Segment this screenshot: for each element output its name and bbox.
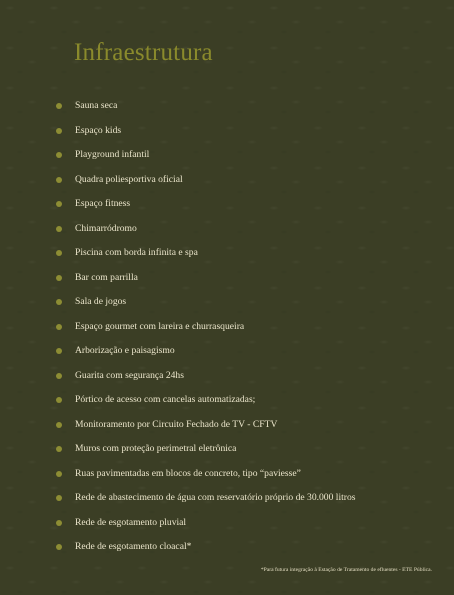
bullet-icon	[56, 152, 62, 158]
list-item-label: Espaço kids	[75, 124, 122, 136]
amenity-list	[56, 96, 436, 562]
list-item	[56, 439, 436, 464]
bullet-icon	[56, 471, 62, 477]
list-item-label: Rede de esgotamento pluvial	[75, 516, 187, 528]
footnote: *Para futura integração à Estação de Tratamento de efluentes - ETE Pública.	[260, 567, 432, 573]
bullet-icon	[56, 520, 62, 526]
list-item	[56, 268, 436, 293]
bullet-icon	[56, 275, 62, 281]
bullet-icon	[56, 373, 62, 379]
list-item	[56, 170, 436, 195]
list-item-label: Monitoramento por Circuito Fechado de TV - CFTV	[75, 418, 278, 430]
list-item	[56, 513, 436, 538]
list-item-label: Espaço fitness	[75, 198, 131, 209]
list-item	[56, 488, 436, 513]
list-item-label: Espaço gourmet com lareira e churrasqueira	[75, 320, 245, 332]
page-title: Infraestrutura	[74, 39, 213, 66]
list-item	[56, 390, 436, 415]
list-item	[56, 366, 436, 391]
list-item	[56, 537, 436, 562]
list-item-label: Rede de esgotamento cloacal*	[75, 541, 192, 552]
list-item	[56, 464, 436, 489]
bullet-icon	[56, 495, 62, 501]
list-item-label: Playground infantil	[75, 149, 150, 160]
bullet-icon	[56, 299, 62, 305]
list-item	[56, 341, 436, 366]
list-item	[56, 96, 436, 121]
list-item-label: Arborização e paisagismo	[75, 345, 175, 356]
bullet-icon	[56, 128, 62, 134]
bullet-icon	[56, 544, 62, 550]
bullet-icon	[56, 446, 62, 452]
list-item	[56, 194, 436, 219]
list-item	[56, 292, 436, 317]
list-item-label: Chimarródromo	[75, 222, 137, 234]
list-item-label: Piscina com borda infinita e spa	[75, 247, 198, 258]
list-item	[56, 317, 436, 342]
bullet-icon	[56, 250, 62, 256]
list-item-label: Pórtico de acesso com cancelas automatizadas;	[75, 394, 256, 405]
list-item-label: Sala de jogos	[75, 296, 127, 307]
list-item	[56, 121, 436, 146]
list-item	[56, 145, 436, 170]
bullet-icon	[56, 397, 62, 403]
list-item	[56, 243, 436, 268]
list-item-label: Rede de abastecimento de água com reservatório próprio de 30.000 litros	[75, 492, 356, 503]
list-item	[56, 415, 436, 440]
list-item-label: Quadra poliesportiva oficial	[75, 173, 183, 185]
list-item-label: Sauna seca	[75, 100, 118, 111]
bullet-icon	[56, 324, 62, 330]
bullet-icon	[56, 103, 62, 109]
list-item	[56, 219, 436, 244]
bullet-icon	[56, 226, 62, 232]
list-item-label: Ruas pavimentadas em blocos de concreto, tipo “paviesse”	[75, 467, 301, 479]
bullet-icon	[56, 177, 62, 183]
bullet-icon	[56, 201, 62, 207]
bullet-icon	[56, 422, 62, 428]
list-item-label: Guarita com segurança 24hs	[75, 369, 184, 381]
list-item-label: Bar com parrilla	[75, 271, 138, 283]
bullet-icon	[56, 348, 62, 354]
list-item-label: Muros com proteção perimetral eletrônica	[75, 443, 237, 454]
